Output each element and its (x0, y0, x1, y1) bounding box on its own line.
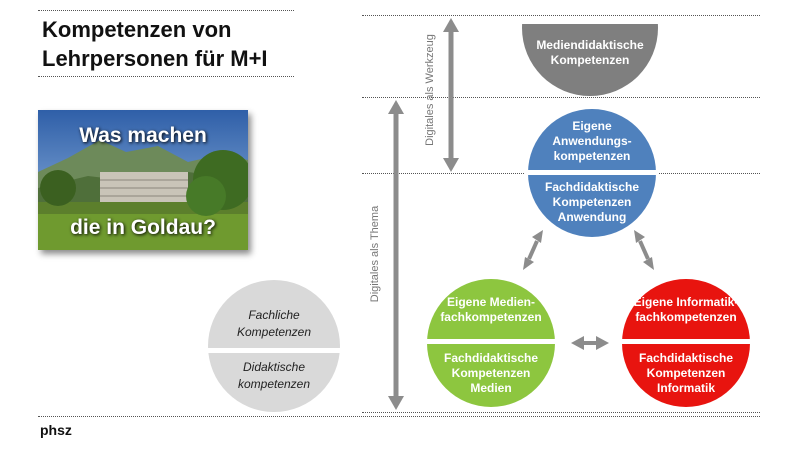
axis-label-thema: Digitales als Thema (369, 205, 381, 303)
photo-caption-line-1: Was machen (79, 124, 207, 147)
medien-informatik-arrow (571, 336, 609, 350)
medien-bottom-label: Fachdidaktische Kompetenzen Medien (443, 350, 539, 395)
footer-logo-text: phsz (40, 422, 72, 438)
allgemein-bottom-label: Didaktische kompetenzen (237, 360, 311, 391)
allgemein-top-label: Fachliche Kompetenzen (236, 308, 312, 339)
informatik-bottom-label: Fachdidaktische Kompetenzen Informatik (638, 350, 734, 395)
medien-top-label: Eigene Medien-fachkompetenzen (440, 295, 542, 324)
page-title-line-1: Kompetenzen von (42, 17, 232, 42)
anwendung-medien-arrow (523, 230, 543, 270)
anwendung-top-label: Eigene Anwendungs-kompetenzen (552, 118, 632, 163)
werkzeug-double-arrow (443, 18, 459, 172)
thema-double-arrow (388, 100, 404, 410)
mediendidaktik-label: Mediendidaktische Kompetenzen (536, 38, 644, 67)
anwendung-bottom-label: Fachdidaktische Kompetenzen Anwendung (544, 179, 640, 224)
photo-caption-line-2: die in Goldau? (70, 216, 216, 239)
axis-label-werkzeug: Digitales als Werkzeug (424, 34, 436, 146)
informatik-top-label: Eigene Informatik-fachkompetenzen (633, 295, 739, 324)
page-title-line-2: Lehrpersonen für M+I (42, 46, 268, 71)
anwendung-informatik-arrow (634, 230, 654, 270)
